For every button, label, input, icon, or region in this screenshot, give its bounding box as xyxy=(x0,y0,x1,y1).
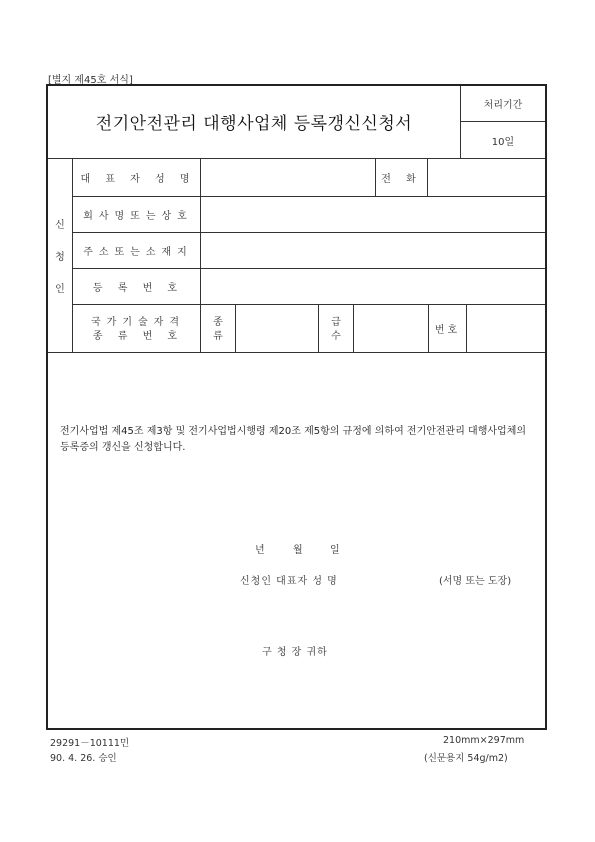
address-field[interactable] xyxy=(201,233,545,268)
phone-field[interactable] xyxy=(428,159,545,196)
declaration-text: 전기사업법 제45조 제3항 및 전기사업법시행령 제20조 제5항의 규정에 의하여 전기안전관리 대행사업체의 등록증의 갱신을 신청합니다. xyxy=(60,426,527,453)
number-field[interactable] xyxy=(467,305,545,352)
applicant-char-3: 인 xyxy=(55,283,65,295)
grade-label-char-1: 급 xyxy=(331,317,341,328)
rep-name-field[interactable] xyxy=(201,159,375,196)
kind-label-char-1: 종 xyxy=(213,317,223,328)
grade-label-char-2: 수 xyxy=(331,331,341,342)
date-year-label: 년 xyxy=(255,545,265,556)
paper-size: 210mm×297mm xyxy=(443,735,525,746)
grade-field[interactable] xyxy=(354,305,428,352)
recipient-label: 구 청 장 귀하 xyxy=(262,647,328,658)
certification-label xyxy=(76,316,200,344)
applicant-bottom-line xyxy=(48,352,545,353)
applicant-char-2: 청 xyxy=(55,251,65,263)
rep-name-label: 대 표 자 성 명 xyxy=(80,174,196,185)
signature-field[interactable] xyxy=(356,568,436,586)
applicant-column-divider xyxy=(72,158,73,352)
registration-number-label: 등 록 번 호 xyxy=(92,283,184,294)
company-field[interactable] xyxy=(201,197,545,232)
form-title: 전기안전관리 대행사업체 등록갱신신청서 xyxy=(95,113,413,134)
processing-period-label: 처리기간 xyxy=(483,100,523,111)
signature-label: 신청인 대표자 성 명 xyxy=(240,576,338,587)
date-day-label: 일 xyxy=(330,545,340,556)
address-label: 주소또는소재지 xyxy=(83,247,193,258)
applicant-char-1: 신 xyxy=(55,219,65,231)
company-label: 회사명또는상호 xyxy=(83,211,193,222)
form-code: 29291－10111민 xyxy=(50,738,130,749)
registration-number-field[interactable] xyxy=(201,269,545,304)
number-label: 번호 xyxy=(434,325,461,336)
date-month-label: 월 xyxy=(293,545,303,556)
kind-field[interactable] xyxy=(236,305,318,352)
phone-label: 전 화 xyxy=(381,174,422,185)
grade-label xyxy=(319,316,353,344)
approval-date: 90. 4. 26. 승인 xyxy=(50,753,117,764)
form-number-label: [별지 제45호 서식] xyxy=(48,75,133,86)
paper-spec: (신문용지 54g/m2) xyxy=(424,753,508,764)
kind-label-char-2: 류 xyxy=(213,331,223,342)
kind-label xyxy=(201,316,235,344)
seal-label: (서명 또는 도장) xyxy=(439,576,512,587)
certification-label-line2: 종 류 번 호 xyxy=(92,331,184,342)
certification-label-line1: 국가기술자격 xyxy=(91,317,185,328)
processing-period-value: 10일 xyxy=(491,136,515,148)
